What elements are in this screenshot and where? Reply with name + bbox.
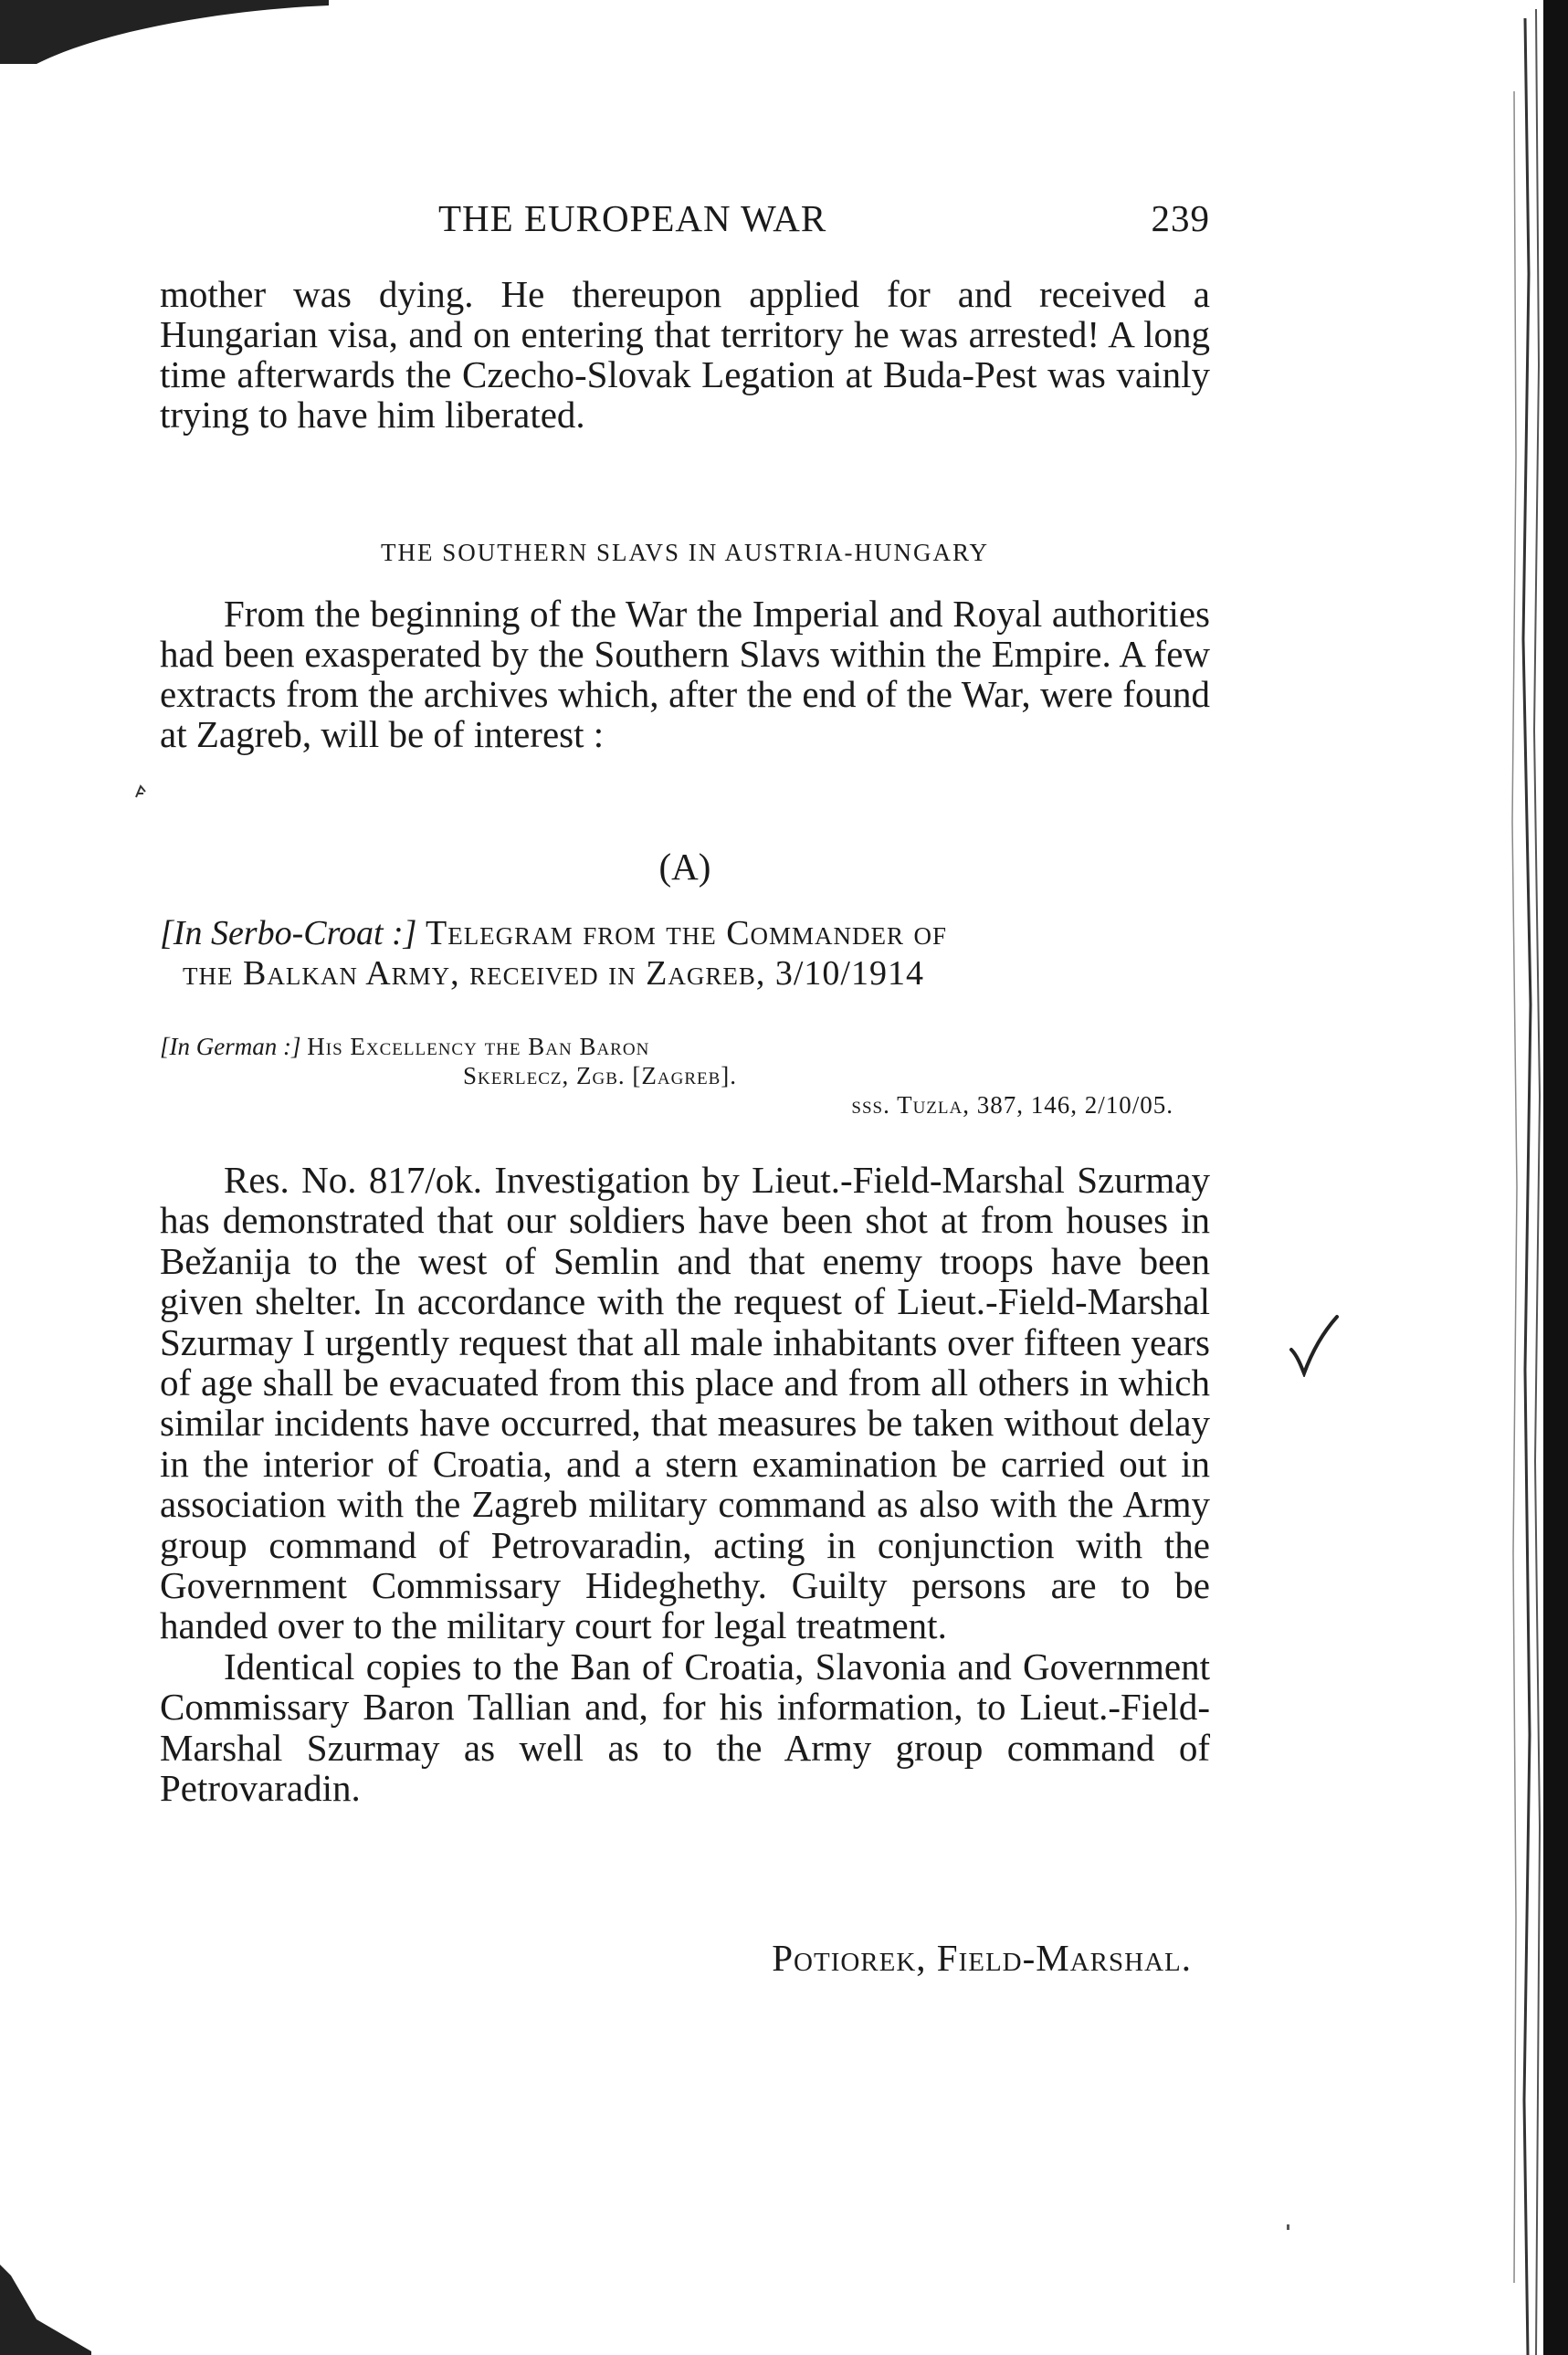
- scan-shadow-bottom-left: [0, 2265, 91, 2355]
- intro-paragraph-block: [160, 274, 1210, 435]
- addressee-line-1: His Excellency the Ban Baron: [307, 1033, 650, 1060]
- telegram-heading: [160, 913, 1210, 994]
- document-marker: (A): [658, 846, 711, 888]
- running-title: THE EUROPEAN WAR: [438, 197, 827, 239]
- page-binding-edge: [1489, 0, 1568, 2355]
- telegram-paragraph-1: Res. No. 817/ok. Investigation by Lieut.-Field-Marshal Szurmay has demonstrated that our soldiers have been shot at from houses in Bežanija to the west of Semlin and that enemy troops have been given shelter. In accordance with the request of Lieut.-Field-Marshal Szurmay I urgently request that all male inhabitants over fifteen years of age shall be evacuated from this place and from all others in which similar incidents have occurred, that measures be taken without delay in the interior of Croatia, and a stern examination be carried out in association with the Zagreb military command as also with the Army group command of Petrovaradin, acting in conjunction with the Government Commissary Hideghethy. Guilty persons are to be handed over to the military court for legal treatment.: [160, 1159, 1210, 1647]
- german-address-line-1: [160, 1032, 1210, 1061]
- telegram-paragraph-2: Identical copies to the Ban of Croatia, Slavonia and Government Commissary Baron Tallian and, for his information, to Lieut.-Field-Marshal Szurmay as well as to the Army group command of Petrovaradin.: [160, 1645, 1210, 1810]
- telegram-title-line-1: Telegram from the Commander of: [425, 914, 948, 952]
- addressee-line-2: Skerlecz, Zgb. [Zagreb].: [463, 1062, 738, 1089]
- page-number: 239: [1151, 197, 1210, 239]
- language-note-german: [In German :]: [160, 1033, 301, 1060]
- margin-mark: [132, 781, 149, 803]
- section-paragraph: From the beginning of the War the Imperial and Royal authorities had been exasperated by the Southern Slavs within the Empire. A few extracts from the archives which, after the end of the War, were found at Zagreb, will be of interest :: [160, 593, 1210, 755]
- telegram-title-line-2: the Balkan Army, received in Zagreb, 3/10/1914: [183, 954, 924, 993]
- german-address: [160, 1032, 1210, 1120]
- intro-paragraph: mother was dying. He thereupon applied for and received a Hungarian visa, and on entering that territory he was arrested! A long time afterwards the Czecho-Slovak Legation at Buda-Pest was vainly trying to have him liberated.: [160, 273, 1210, 436]
- scan-shadow-top-left: [0, 0, 329, 64]
- section-heading: THE SOUTHERN SLAVS IN AUSTRIA-HUNGARY: [380, 539, 990, 566]
- section-paragraph-block: [160, 594, 1210, 754]
- telegram-reference: sss. Tuzla, 387, 146, 2/10/05.: [851, 1091, 1173, 1119]
- telegram-body: [160, 1160, 1210, 1809]
- running-header: [160, 196, 1210, 251]
- scan-speck: [1286, 2224, 1291, 2231]
- telegram-heading-line-1: [160, 913, 1210, 953]
- signature: Potiorek, Field-Marshal.: [772, 1937, 1192, 1979]
- language-note-serbo-croat: [In Serbo-Croat :]: [160, 914, 417, 952]
- handwritten-checkmark-icon: [1286, 1313, 1341, 1377]
